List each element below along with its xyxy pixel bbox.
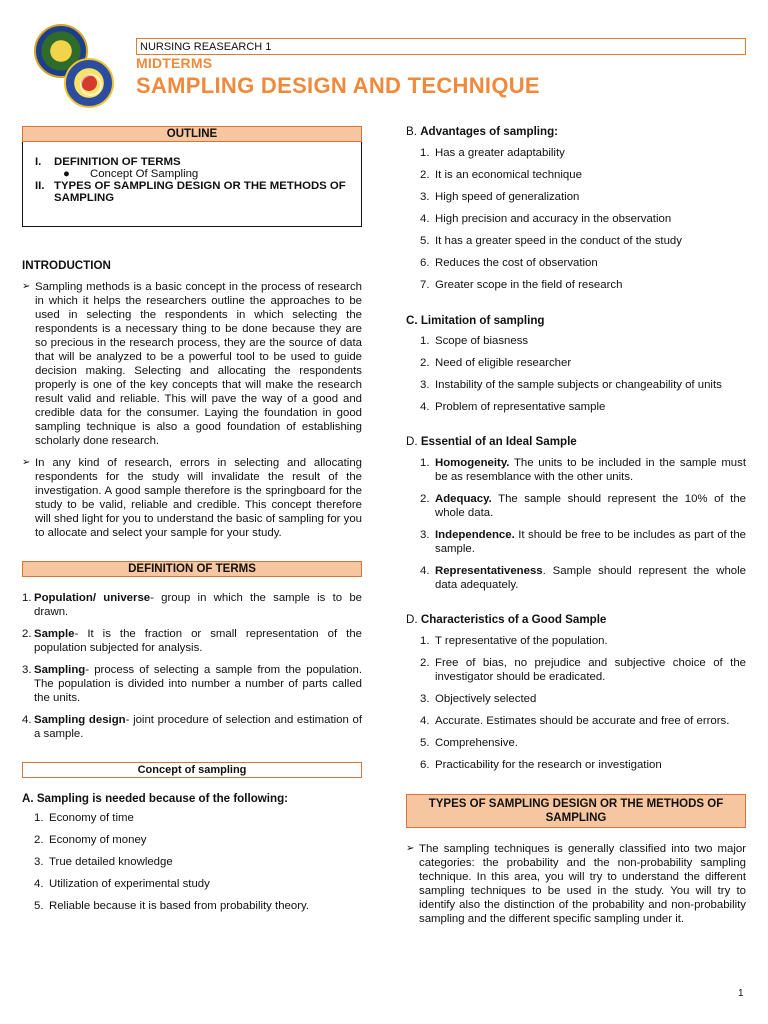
list-item: 2. Sample- It is the fraction or small representation of the population subjected for analysis. [22,628,362,654]
term-label: MIDTERMS [136,55,213,71]
list-item: 4. Representativeness. Sample should represent the whole data adequately. [420,565,746,591]
list-item: 7. Greater scope in the field of research [420,279,623,291]
list-item: 6. Practicability for the research or investigation [420,759,662,771]
advantages-list [406,146,746,292]
outline-item-2: II. TYPES OF SAMPLING DESIGN OR THE METHODS OF SAMPLING [35,180,346,204]
arrow-bullet-icon: ➢ [22,281,31,292]
list-item: 2. Economy of money [34,834,147,846]
list-item: 3. Instability of the sample subjects or changeability of units [420,379,722,391]
needed-list [22,811,362,913]
list-item: 2. It is an economical technique [420,169,582,181]
outline-subitem: ● Concept Of Sampling [63,168,199,180]
list-item: 3. Independence. It should be free to be includes as part of the sample. [420,529,746,555]
list-item: 5. It has a greater speed in the conduct of the study [420,235,682,247]
concept-heading: Concept of sampling [22,762,362,778]
list-item: 1. Has a greater adaptability [420,147,565,159]
list-item: 3. Sampling- process of selecting a sample from the population. The population is divided into number a number of parts called the units. [22,664,362,704]
college-seal-logo [64,58,114,108]
arrow-bullet-icon: ➢ [22,457,31,468]
list-item: 1. T representative of the population. [420,635,608,647]
left-column [22,126,362,913]
advantages-heading: B. Advantages of sampling: [406,125,559,138]
list-item: 5. Reliable because it is based from probability theory. [34,900,310,912]
list-item: 1. Scope of biasness [420,335,529,347]
list-item: 4. High precision and accuracy in the observation [420,213,672,225]
types-heading: TYPES OF SAMPLING DESIGN OR THE METHODS OF SAMPLING [406,794,746,828]
intro-paragraph-1: ➢ Sampling methods is a basic concept in the process of research in which it helps the researchers outline the approaches to be used in selecting the respondents in which selecting the respondents is a necessary thing to be done because they are so precious in the research process, they are the source of data that will be analyzed to be a powerful tool to be used to guide decision making. Selecting and allocating the respondents properly is one of the key concepts that will make the research result valid and reliable. This will pave the way of a good and credible data for the consumer. Laying the foundation in good sampling technique is also a good foundation of establishing scholarly done research. [22,281,362,447]
list-item: 1. Economy of time [34,812,134,824]
list-item: 5. Comprehensive. [420,737,518,749]
introduction-heading: INTRODUCTION [22,259,111,272]
limitation-heading: C. Limitation of sampling [406,314,545,327]
list-item: 2. Adequacy. The sample should represent the 10% of the whole data. [420,493,746,519]
list-item: 4. Problem of representative sample [420,401,606,413]
intro-paragraph-2: ➢ In any kind of research, errors in selecting and allocating respondents for the study will invalidate the result of the investigation. A good sample therefore is the springboard for the study to be valid, reliable and credible. This concept therefore will shed light for you to understand the basic of sampling for you to allocate and select your sample for your study. [22,457,362,539]
document-title: SAMPLING DESIGN AND TECHNIQUE [136,73,540,98]
definition-list [22,591,362,741]
list-item: 1. Population/ universe- group in which the sample is to be drawn. [22,592,362,618]
right-column [406,125,746,926]
concept-a-heading: A. Sampling is needed because of the following: [22,792,289,805]
definition-heading: DEFINITION OF TERMS [22,561,362,577]
list-item: 4. Utilization of experimental study [34,878,210,890]
outline-heading: OUTLINE [22,126,362,142]
list-item: 3. Objectively selected [420,693,537,705]
limitation-list [406,334,746,414]
list-item: 1. Homogeneity. The units to be included in the sample must be as resemblance with the other units. [420,457,746,483]
page-number: 1 [738,988,744,999]
course-title: NURSING REASEARCH 1 [140,41,272,53]
list-item: 3. True detailed knowledge [34,856,173,868]
list-item: 4. Sampling design- joint procedure of selection and estimation of a sample. [22,714,362,740]
types-paragraph: ➢ The sampling techniques is generally classified into two major categories: the probability and the non-probability sampling technique. In this area, you will try to understand the different sampling techniques to be used in the study. You will try to identify also the distinction of the probability and non-probability sampling and the different specific sampling under it. [406,843,746,925]
list-item: 4. Accurate. Estimates should be accurate and free of errors. [420,715,730,727]
list-item: 6. Reduces the cost of observation [420,257,598,269]
list-item: 2. Need of eligible researcher [420,357,572,369]
essential-list [406,456,746,592]
list-item: 3. High speed of generalization [420,191,580,203]
characteristics-heading: D. Characteristics of a Good Sample [406,613,607,626]
course-title-box [136,38,746,55]
outline-box [22,142,362,227]
essential-heading: D. Essential of an Ideal Sample [406,435,577,448]
outline-item-1: I. DEFINITION OF TERMS [35,156,181,168]
list-item: 2. Free of bias, no prejudice and subjective choice of the investigator should be eradicated. [420,657,746,683]
characteristics-list [406,634,746,772]
arrow-bullet-icon: ➢ [406,843,415,854]
